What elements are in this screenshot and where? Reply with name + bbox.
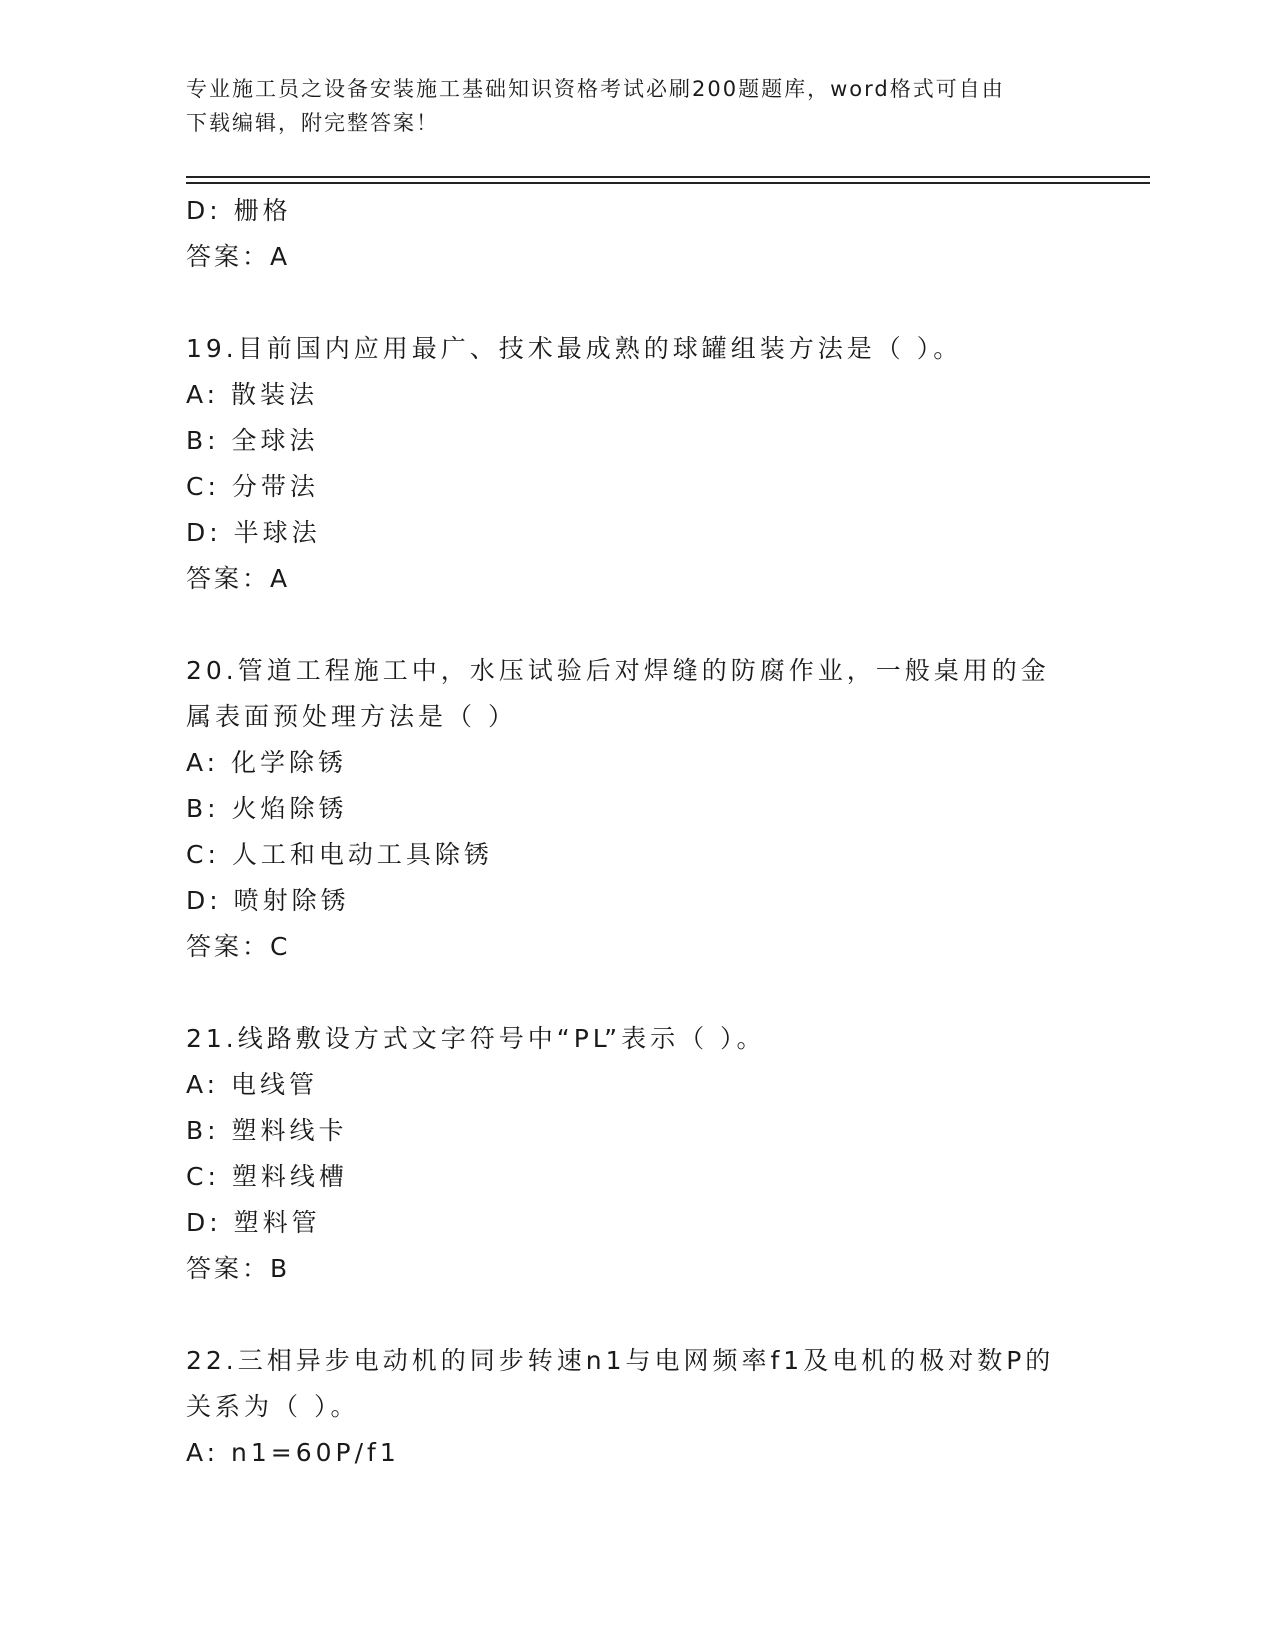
header-divider-bottom [186, 182, 1150, 184]
option-c: C: 人工和电动工具除锈 [186, 840, 493, 869]
answer: 答案：A [186, 564, 291, 593]
question-stem: 22.三相异步电动机的同步转速n1与电网频率f1及电机的极对数P的关系为（ ）。 [186, 1346, 1055, 1421]
option-d: D: 栅格 [186, 196, 292, 225]
option-d: D: 半球法 [186, 518, 321, 547]
header-line-2: 下载编辑，附完整答案！ [186, 111, 439, 135]
spacer [186, 1292, 1086, 1338]
option-a: A: 散装法 [186, 380, 319, 409]
option-a: A: 电线管 [186, 1070, 319, 1099]
option-a: A: n1=60P/f1 [186, 1438, 400, 1467]
answer: 答案：A [186, 242, 291, 271]
spacer [186, 970, 1086, 1016]
spacer [186, 280, 1086, 326]
option-b: B: 全球法 [186, 426, 319, 455]
question-stem: 19.目前国内应用最广、技术最成熟的球罐组装方法是（ ）。 [186, 334, 963, 363]
question-22 [186, 1338, 1086, 1476]
question-19 [186, 326, 1086, 602]
question-list [186, 188, 1086, 1476]
question-stem: 20.管道工程施工中，水压试验后对焊缝的防腐作业，一般桌用的金属表面预处理方法是（ ） [186, 656, 1050, 731]
spacer [186, 602, 1086, 648]
header-line-1: 专业施工员之设备安装施工基础知识资格考试必刷200题题库，word格式可自由 [186, 77, 1005, 101]
option-c: C: 塑料线槽 [186, 1162, 348, 1191]
option-a: A: 化学除锈 [186, 748, 348, 777]
question-20 [186, 648, 1086, 970]
option-d: D: 喷射除锈 [186, 886, 350, 915]
option-d: D: 塑料管 [186, 1208, 321, 1237]
header-divider-top [186, 176, 1150, 178]
option-c: C: 分带法 [186, 472, 319, 501]
option-b: B: 塑料线卡 [186, 1116, 348, 1145]
document-header [186, 72, 1076, 140]
answer: 答案：C [186, 932, 291, 961]
option-b: B: 火焰除锈 [186, 794, 348, 823]
question-21 [186, 1016, 1086, 1292]
question-stem: 21.线路敷设方式文字符号中“PL”表示（ ）。 [186, 1024, 766, 1053]
answer: 答案：B [186, 1254, 291, 1283]
